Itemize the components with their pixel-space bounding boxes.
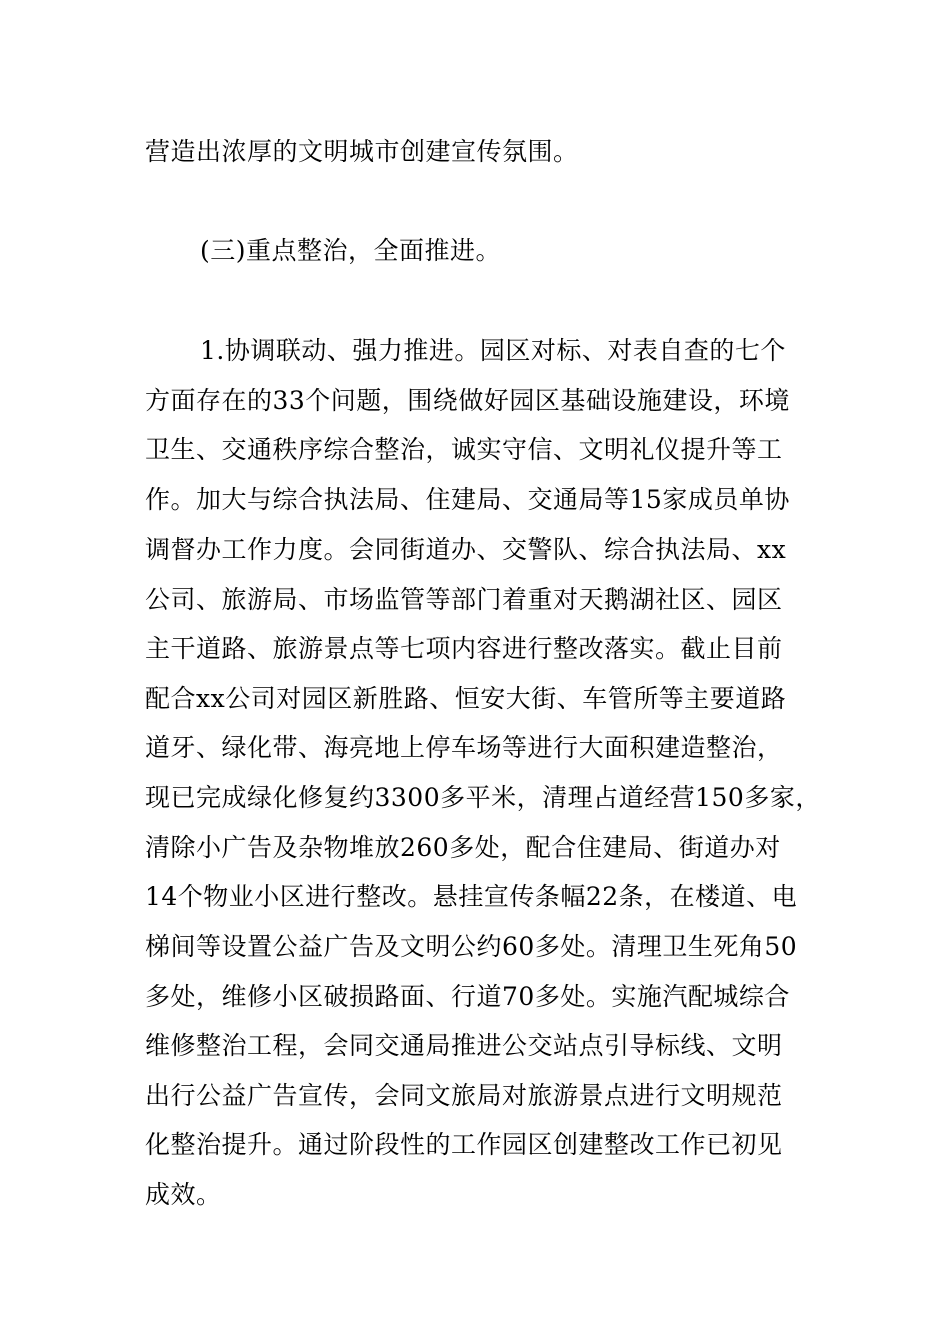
section-heading: (三)重点整治，全面推进。	[200, 236, 502, 265]
paragraph-line: 维修整治工程，会同交通局推进公交站点引导标线、文明	[145, 1031, 783, 1060]
paragraph-line: 主干道路、旅游景点等七项内容进行整改落实。截止目前	[145, 634, 783, 663]
paragraph-line: 梯间等设置公益广告及文明公约60多处。清理卫生死角50	[145, 932, 798, 961]
paragraph-line: 道牙、绿化带、海亮地上停车场等进行大面积建造整治，	[145, 733, 783, 762]
paragraph-line: 配合xx公司对园区新胜路、恒安大街、车管所等主要道路	[145, 684, 787, 713]
paragraph-line: 多处，维修小区破损路面、行道70多处。实施汽配城综合	[145, 982, 790, 1011]
paragraph-line: 1.协调联动、强力推进。园区对标、对表自查的七个	[200, 336, 786, 365]
paragraph-line: 成效。	[145, 1180, 222, 1209]
paragraph-line: 调督办工作力度。会同街道办、交警队、综合执法局、xx	[145, 535, 787, 564]
paragraph-line: 化整治提升。通过阶段性的工作园区创建整改工作已初见	[145, 1130, 783, 1159]
paragraph-line: 现已完成绿化修复约3300多平米，清理占道经营150多家，	[145, 783, 821, 812]
paragraph-line: 方面存在的33个问题，围绕做好园区基础设施建设，环境	[145, 386, 790, 415]
paragraph-line: 作。加大与综合执法局、住建局、交通局等15家成员单协	[145, 485, 790, 514]
paragraph-line: 14个物业小区进行整改。悬挂宣传条幅22条，在楼道、电	[145, 882, 798, 911]
paragraph-line: 公司、旅游局、市场监管等部门着重对天鹅湖社区、园区	[145, 585, 783, 614]
paragraph-line: 出行公益广告宣传，会同文旅局对旅游景点进行文明规范	[145, 1081, 783, 1110]
paragraph-line: 卫生、交通秩序综合整治，诚实守信、文明礼仪提升等工	[145, 435, 783, 464]
paragraph-line: 清除小广告及杂物堆放260多处，配合住建局、街道办对	[145, 833, 781, 862]
lead-line: 营造出浓厚的文明城市创建宣传氛围。	[145, 137, 579, 166]
